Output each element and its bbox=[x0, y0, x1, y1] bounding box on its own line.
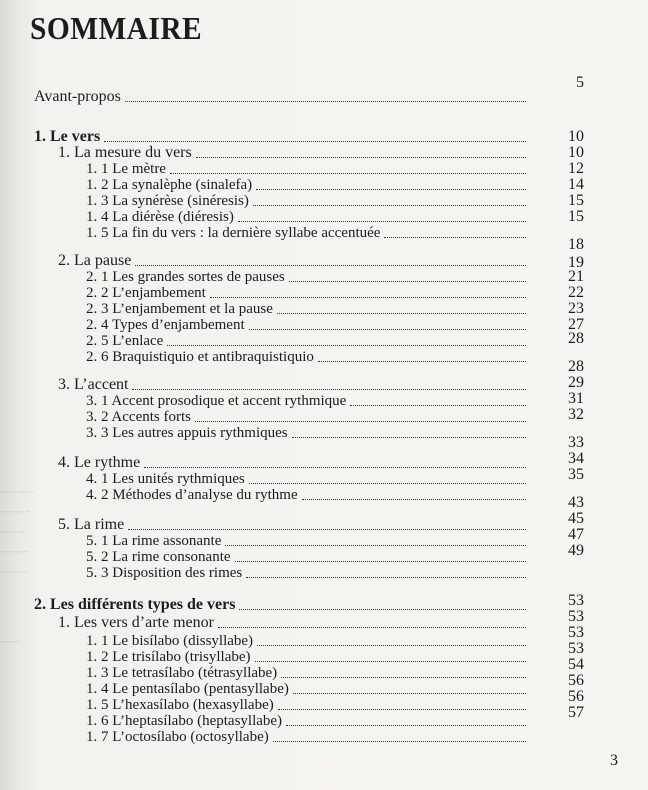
toc-entry-label: 1. 3 Le tetrasílabo (tétrasyllabe) bbox=[86, 665, 278, 681]
toc-page-number: 53 bbox=[568, 640, 584, 657]
toc-entry-label: 1. Les vers d’arte menor bbox=[58, 614, 214, 631]
toc-entry-label: 4. 2 Méthodes d’analyse du rythme bbox=[86, 487, 298, 503]
toc-page-number: 56 bbox=[568, 688, 584, 705]
page-number: 3 bbox=[610, 752, 618, 769]
toc-page-number: 28 bbox=[568, 330, 584, 347]
toc-page-number: 12 bbox=[568, 160, 584, 177]
leader-dots bbox=[278, 708, 526, 710]
toc-page-number: 28 bbox=[568, 358, 584, 375]
toc-page-number: 32 bbox=[568, 406, 584, 423]
toc-page-number: 29 bbox=[568, 374, 584, 391]
toc-page-number: 47 bbox=[568, 526, 584, 543]
toc-entry-label: 1. 1 Le bisílabo (dissyllabe) bbox=[86, 633, 254, 649]
toc-entry-label: 1. 4 Le pentasílabo (pentasyllabe) bbox=[86, 681, 289, 697]
gutter-bleed: ~~~~ ~~ bbox=[0, 530, 25, 536]
toc-page-number: 43 bbox=[568, 494, 584, 511]
toc-page-number: 21 bbox=[568, 268, 584, 285]
leader-dots bbox=[302, 498, 526, 500]
leader-dots bbox=[289, 280, 526, 282]
toc-entry[interactable] bbox=[86, 224, 530, 242]
leader-dots bbox=[104, 140, 526, 142]
toc-entry-label: 1. 5 La fin du vers : la dernière syllabe accentuée bbox=[86, 225, 381, 241]
toc-entry-label: 3. 1 Accent prosodique et accent rythmique bbox=[86, 393, 347, 409]
gutter-bleed: ~~~~ ~~~ ~ bbox=[0, 490, 34, 496]
toc-page-number: 10 bbox=[568, 144, 584, 161]
toc-entry-label: 3. 3 Les autres appuis rythmiques bbox=[86, 425, 288, 441]
toc-page-number: 53 bbox=[568, 608, 584, 625]
toc-entry-label: 1. 6 L’heptasílabo (heptasyllabe) bbox=[86, 713, 283, 729]
toc-entry-label: 2. 3 L’enjambement et la pause bbox=[86, 301, 273, 317]
toc-entry-label: 2. 1 Les grandes sortes de pauses bbox=[86, 269, 285, 285]
toc-page-number: 23 bbox=[568, 300, 584, 317]
toc-page-number: 45 bbox=[568, 510, 584, 527]
toc-entry-label: 4. Le rythme bbox=[58, 454, 141, 471]
leader-dots bbox=[167, 344, 526, 346]
leader-dots bbox=[293, 692, 526, 694]
leader-dots bbox=[210, 296, 526, 298]
leader-dots bbox=[246, 576, 526, 578]
leader-dots bbox=[384, 236, 526, 238]
toc-entry-label: 1. 1 Le mètre bbox=[86, 161, 166, 177]
leader-dots bbox=[218, 626, 526, 628]
toc-entry[interactable] bbox=[86, 728, 530, 746]
toc-entry[interactable] bbox=[58, 614, 530, 632]
gutter-bleed: ~~~ ~~~~ bbox=[0, 550, 29, 556]
toc-page-number: 54 bbox=[568, 656, 584, 673]
toc-entry-label: 1. 5 L’hexasílabo (hexasyllabe) bbox=[86, 697, 274, 713]
leader-dots bbox=[257, 644, 526, 646]
toc-entry-label: 1. Le vers bbox=[34, 128, 101, 145]
toc-entry-label: 3. L’accent bbox=[58, 376, 129, 393]
leader-dots bbox=[277, 312, 526, 314]
toc-entry-label: 4. 1 Les unités rythmiques bbox=[86, 471, 245, 487]
toc-entry-label: 5. 2 La rime consonante bbox=[86, 549, 231, 565]
leader-dots bbox=[286, 724, 526, 726]
leader-dots bbox=[195, 420, 526, 422]
page-title: SOMMAIRE bbox=[30, 10, 203, 46]
toc-page-number: 53 bbox=[568, 592, 584, 609]
gutter-bleed: ~~~~~ bbox=[0, 640, 19, 646]
toc-entry-label: 1. 4 La diérèse (diéresis) bbox=[86, 209, 234, 225]
toc-entry-label: 5. La rime bbox=[58, 516, 125, 533]
toc-entry-label: 2. Les différents types de vers bbox=[34, 596, 236, 613]
leader-dots bbox=[281, 676, 526, 678]
toc-entry-label: 2. 5 L’enlace bbox=[86, 333, 164, 349]
toc-entry-label: 1. 2 La synalèphe (sinalefa) bbox=[86, 177, 253, 193]
leader-dots bbox=[253, 204, 526, 206]
toc-entry-label: 1. 2 Le trisílabo (trisyllabe) bbox=[86, 649, 251, 665]
toc-entry[interactable] bbox=[34, 596, 530, 614]
leader-dots bbox=[170, 172, 526, 174]
toc-page-number: 31 bbox=[568, 390, 584, 407]
toc-entry-label: 2. La pause bbox=[58, 252, 132, 269]
leader-dots bbox=[125, 100, 526, 102]
toc-entry-label: Avant-propos bbox=[34, 88, 121, 105]
toc-page-number: 34 bbox=[568, 450, 584, 467]
toc-page-number: 10 bbox=[568, 128, 584, 145]
toc-entry-label: 2. 6 Braquistiquio et antibraquistiquio bbox=[86, 349, 314, 365]
leader-dots bbox=[235, 560, 526, 562]
gutter-bleed: ~~ ~~~ ~ bbox=[0, 570, 27, 576]
leader-dots bbox=[249, 328, 526, 330]
leader-dots bbox=[238, 220, 526, 222]
toc-entry-label: 1. La mesure du vers bbox=[58, 144, 192, 161]
toc-page-number: 15 bbox=[568, 208, 584, 225]
toc-page-number: 33 bbox=[568, 434, 584, 451]
leader-dots bbox=[255, 660, 526, 662]
toc-entry[interactable] bbox=[86, 348, 530, 366]
leader-dots bbox=[132, 388, 526, 390]
leader-dots bbox=[128, 528, 526, 530]
leader-dots bbox=[292, 436, 526, 438]
leader-dots bbox=[144, 466, 526, 468]
leader-dots bbox=[350, 404, 526, 406]
toc-entry-label: 1. 3 La synérèse (sinéresis) bbox=[86, 193, 249, 209]
toc-page-number: 18 bbox=[568, 236, 584, 253]
toc-page-number: 27 bbox=[568, 316, 584, 333]
toc-page-number: 35 bbox=[568, 466, 584, 483]
toc-page-number: 15 bbox=[568, 192, 584, 209]
toc-entry-label: 2. 2 L’enjambement bbox=[86, 285, 206, 301]
toc-entry-label: 2. 4 Types d’enjambement bbox=[86, 317, 245, 333]
gutter-bleed: ~~ ~~~~ ~ bbox=[0, 510, 31, 516]
toc-entry[interactable] bbox=[34, 88, 530, 106]
leader-dots bbox=[273, 740, 526, 742]
leader-dots bbox=[196, 156, 526, 158]
toc-page-number: 57 bbox=[568, 704, 584, 721]
toc-entry-label: 5. 1 La rime assonante bbox=[86, 533, 222, 549]
leader-dots bbox=[135, 264, 526, 266]
leader-dots bbox=[225, 544, 526, 546]
leader-dots bbox=[256, 188, 526, 190]
toc-entry-label: 1. 7 L’octosílabo (octosyllabe) bbox=[86, 729, 269, 745]
toc-page-number: 5 bbox=[576, 74, 584, 91]
leader-dots bbox=[318, 360, 526, 362]
toc-entry[interactable] bbox=[86, 564, 530, 582]
leader-dots bbox=[249, 482, 526, 484]
toc-page-number: 14 bbox=[568, 176, 584, 193]
toc-page-number: 53 bbox=[568, 624, 584, 641]
toc-page-number: 56 bbox=[568, 672, 584, 689]
toc-page-number: 49 bbox=[568, 542, 584, 559]
leader-dots bbox=[239, 608, 526, 610]
toc-entry-label: 3. 2 Accents forts bbox=[86, 409, 191, 425]
toc-page-number: 22 bbox=[568, 284, 584, 301]
toc-page-number: 19 bbox=[568, 254, 584, 271]
toc-entry-label: 5. 3 Disposition des rimes bbox=[86, 565, 243, 581]
toc-entry[interactable] bbox=[86, 424, 530, 442]
toc-entry[interactable] bbox=[86, 486, 530, 504]
